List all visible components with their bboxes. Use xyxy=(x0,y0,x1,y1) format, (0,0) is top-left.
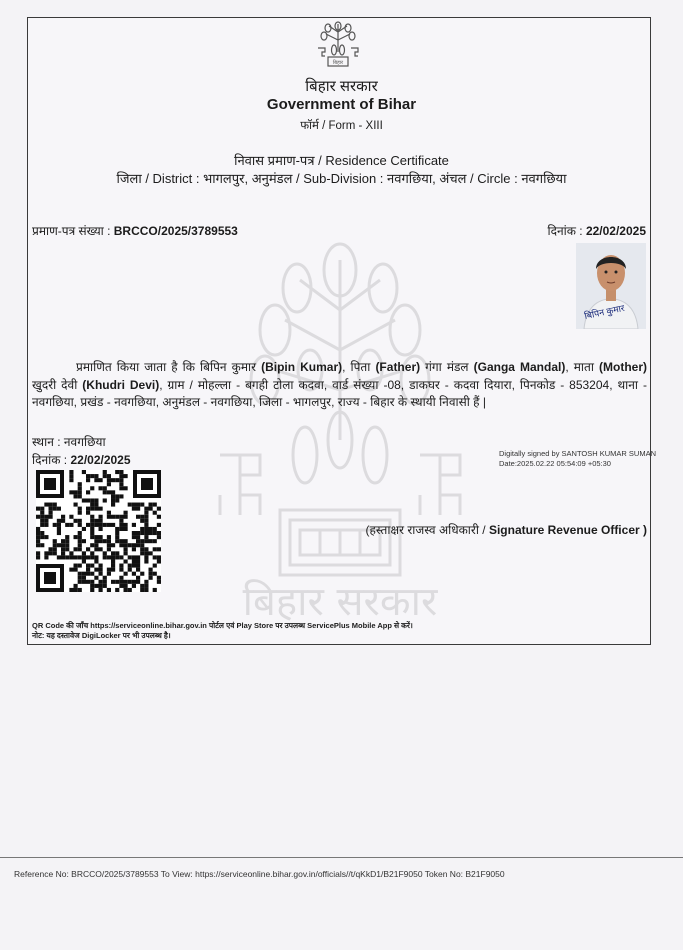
watermark-text: बिहार सरकार xyxy=(242,579,438,625)
bihar-emblem-icon xyxy=(313,20,363,70)
jurisdiction-line xyxy=(0,169,683,187)
qr-verification-note: QR Code की जाँच https://serviceonline.bihar.gov.in पोर्टल एवं Play Store पर उपलब्ध ServicePlus Mobile App से करें। xyxy=(32,621,413,630)
certificate-number-value: BRCCO/2025/3789553 xyxy=(113,224,238,238)
government-title: Government of Bihar xyxy=(266,96,417,113)
footer-reference: Reference No: BRCCO/2025/3789553 To View: https://serviceonline.bihar.gov.in/officials//t/qKkD1/B21F9050 Token No: B21F9050 xyxy=(14,869,505,879)
digilocker-note: नोट: यह दस्तावेज DigiLocker पर भी उपलब्ध है। xyxy=(32,631,171,640)
issue-date-value: 22/02/2025 xyxy=(70,453,131,467)
certificate-body-text xyxy=(32,359,647,412)
certificate-date xyxy=(547,222,646,239)
applicant-photo xyxy=(576,243,646,329)
place-label: स्थान : xyxy=(32,435,64,449)
father-label: (Father) xyxy=(375,360,421,374)
form-number: फॉर्म / Form - XIII xyxy=(300,120,383,132)
body-text-11: , ग्राम / मोहल्ला - बगही टोला कदवा, वार्ड संख्या -08, डाकघर - कदवा दियारा, पिनकोड - 853204, थाना - नवगछिया, प्रखंड - नवगछिया, अनुमंडल - नवगछिया, जिला - भागलपुर, राज्य - बिहार के स्थायी निवासी हैं | xyxy=(32,377,647,409)
applicant-name-english: (Bipin Kumar) xyxy=(261,360,343,374)
certificate-date-value: 22/02/2025 xyxy=(585,224,646,238)
district-value: भागलपुर, xyxy=(203,171,252,186)
father-name-english: (Ganga Mandal) xyxy=(473,360,566,374)
subdivision-label: अनुमंडल / Sub-Division : xyxy=(251,171,388,186)
body-text-5: गंगा मंडल xyxy=(420,360,474,374)
signature-officer-english: Signature Revenue Officer ) xyxy=(488,523,647,537)
qr-code xyxy=(36,470,161,592)
circle-value: नवगछिया xyxy=(521,171,567,186)
certificate-title: निवास प्रमाण-पत्र / Residence Certificate xyxy=(234,153,449,168)
digital-signature-date: Date:2025.02.22 05:54:09 +05:30 xyxy=(499,459,611,468)
place xyxy=(32,433,106,450)
certificate-number-label: प्रमाण-पत्र संख्या : xyxy=(32,224,114,238)
mother-name-english: (Khudri Devi) xyxy=(82,377,160,392)
place-value: नवगछिया xyxy=(63,435,106,449)
circle-label: अंचल / Circle : xyxy=(439,171,522,186)
signature-officer xyxy=(366,521,647,538)
state-name-hindi: बिहार सरकार xyxy=(305,78,378,95)
signature-officer-hindi: (हस्ताक्षर राजस्व अधिकारी / xyxy=(365,523,489,537)
body-text-1: प्रमाणित किया जाता है कि बिपिन कुमार xyxy=(76,360,262,374)
digital-signature-name: Digitally signed by SANTOSH KUMAR SUMAN xyxy=(499,449,656,458)
subdivision-value: नवगछिया, xyxy=(387,171,440,186)
mother-label: (Mother) xyxy=(599,360,648,374)
district-label: जिला / District : xyxy=(116,171,204,186)
body-text-7: , माता xyxy=(565,360,600,374)
bihar-emblem-watermark xyxy=(205,240,475,630)
body-text-9: खुदरी देवी xyxy=(32,377,83,392)
body-text-3: , पिता xyxy=(342,360,376,374)
applicant-signature: बिपिन कुमार xyxy=(583,302,626,322)
issue-date xyxy=(32,451,131,468)
footer-divider xyxy=(0,857,683,858)
issue-date-label: दिनांक : xyxy=(32,453,71,467)
emblem-text: बिहार xyxy=(332,60,344,66)
certificate-date-label: दिनांक : xyxy=(547,224,586,238)
certificate-number xyxy=(32,222,238,239)
